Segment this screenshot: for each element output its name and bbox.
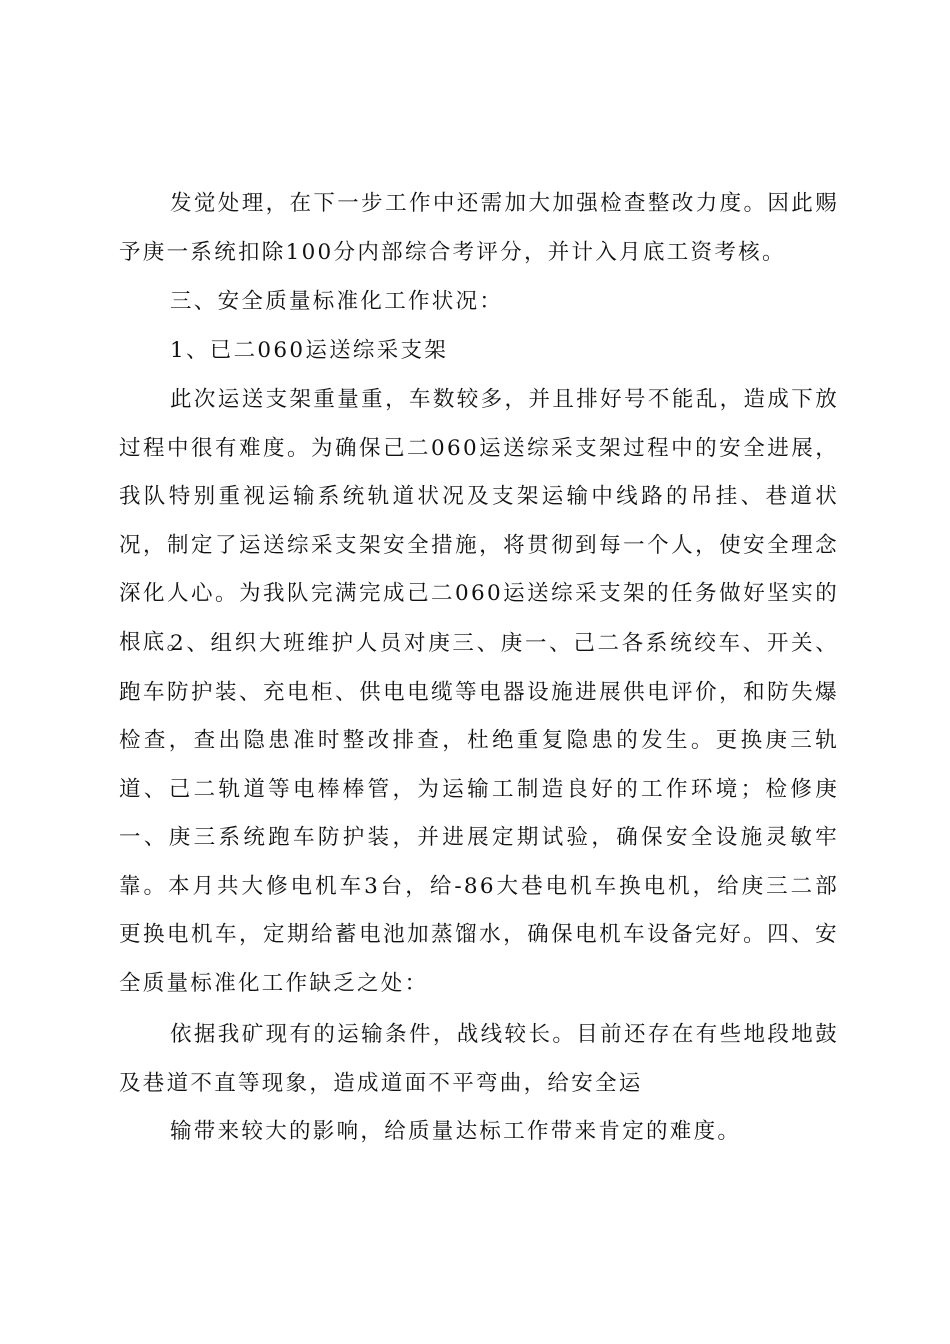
subheading-support-transport: 1、已二060运送综采支架 bbox=[170, 338, 449, 363]
section-heading-safety-quality: 三、安全质量标准化工作状况： bbox=[170, 289, 504, 314]
paragraph-maintenance: 2、组织大班维护人员对庚三、庚一、己二各系统绞车、开关、跑车防护装、充电柜、供电电缆等电器设施进展供电评价，和防失爆检查，查出隐患准时整改排查，杜绝重复隐患的发生。更换庚三轨道、己二轨道等电棒棒管，为运输工制造良好的工作环境；检修庚一、庚三系统跑车防护装，并进展定期试验，确保安全设施灵敏牢靠。本月共大修电机车3台，给-86大巷电机车换电机，给庚三二部更换电机车，定期给蓄电池加蒸馏水，确保电机车设备完好。四、安全质量标准化工作缺乏之处： bbox=[119, 631, 839, 996]
paragraph-shortcomings: 依据我矿现有的运输条件，战线较长。目前还存在有些地段地鼓及巷道不直等现象，造成道面不平弯曲，给安全运 bbox=[119, 1022, 839, 1096]
paragraph-assessment: 发觉处理，在下一步工作中还需加大加强检查整改力度。因此赐予庚一系统扣除100分内部综合考评分，并计入月底工资考核。 bbox=[119, 191, 839, 265]
paragraph-support-transport: 此次运送支架重量重，车数较多，并且排好号不能乱，造成下放过程中很有难度。为确保己二060运送综采支架过程中的安全进展，我队特别重视运输系统轨道状况及支架运输中线路的吊挂、巷道状况，制定了运送综采支架安全措施，将贯彻到每一个人，使安全理念深化人心。为我队完满完成己二060运送综采支架的任务做好坚实的根底。 bbox=[119, 387, 839, 655]
paragraph-shortcomings-continued: 输带来较大的影响，给质量达标工作带来肯定的难度。 bbox=[170, 1119, 742, 1144]
